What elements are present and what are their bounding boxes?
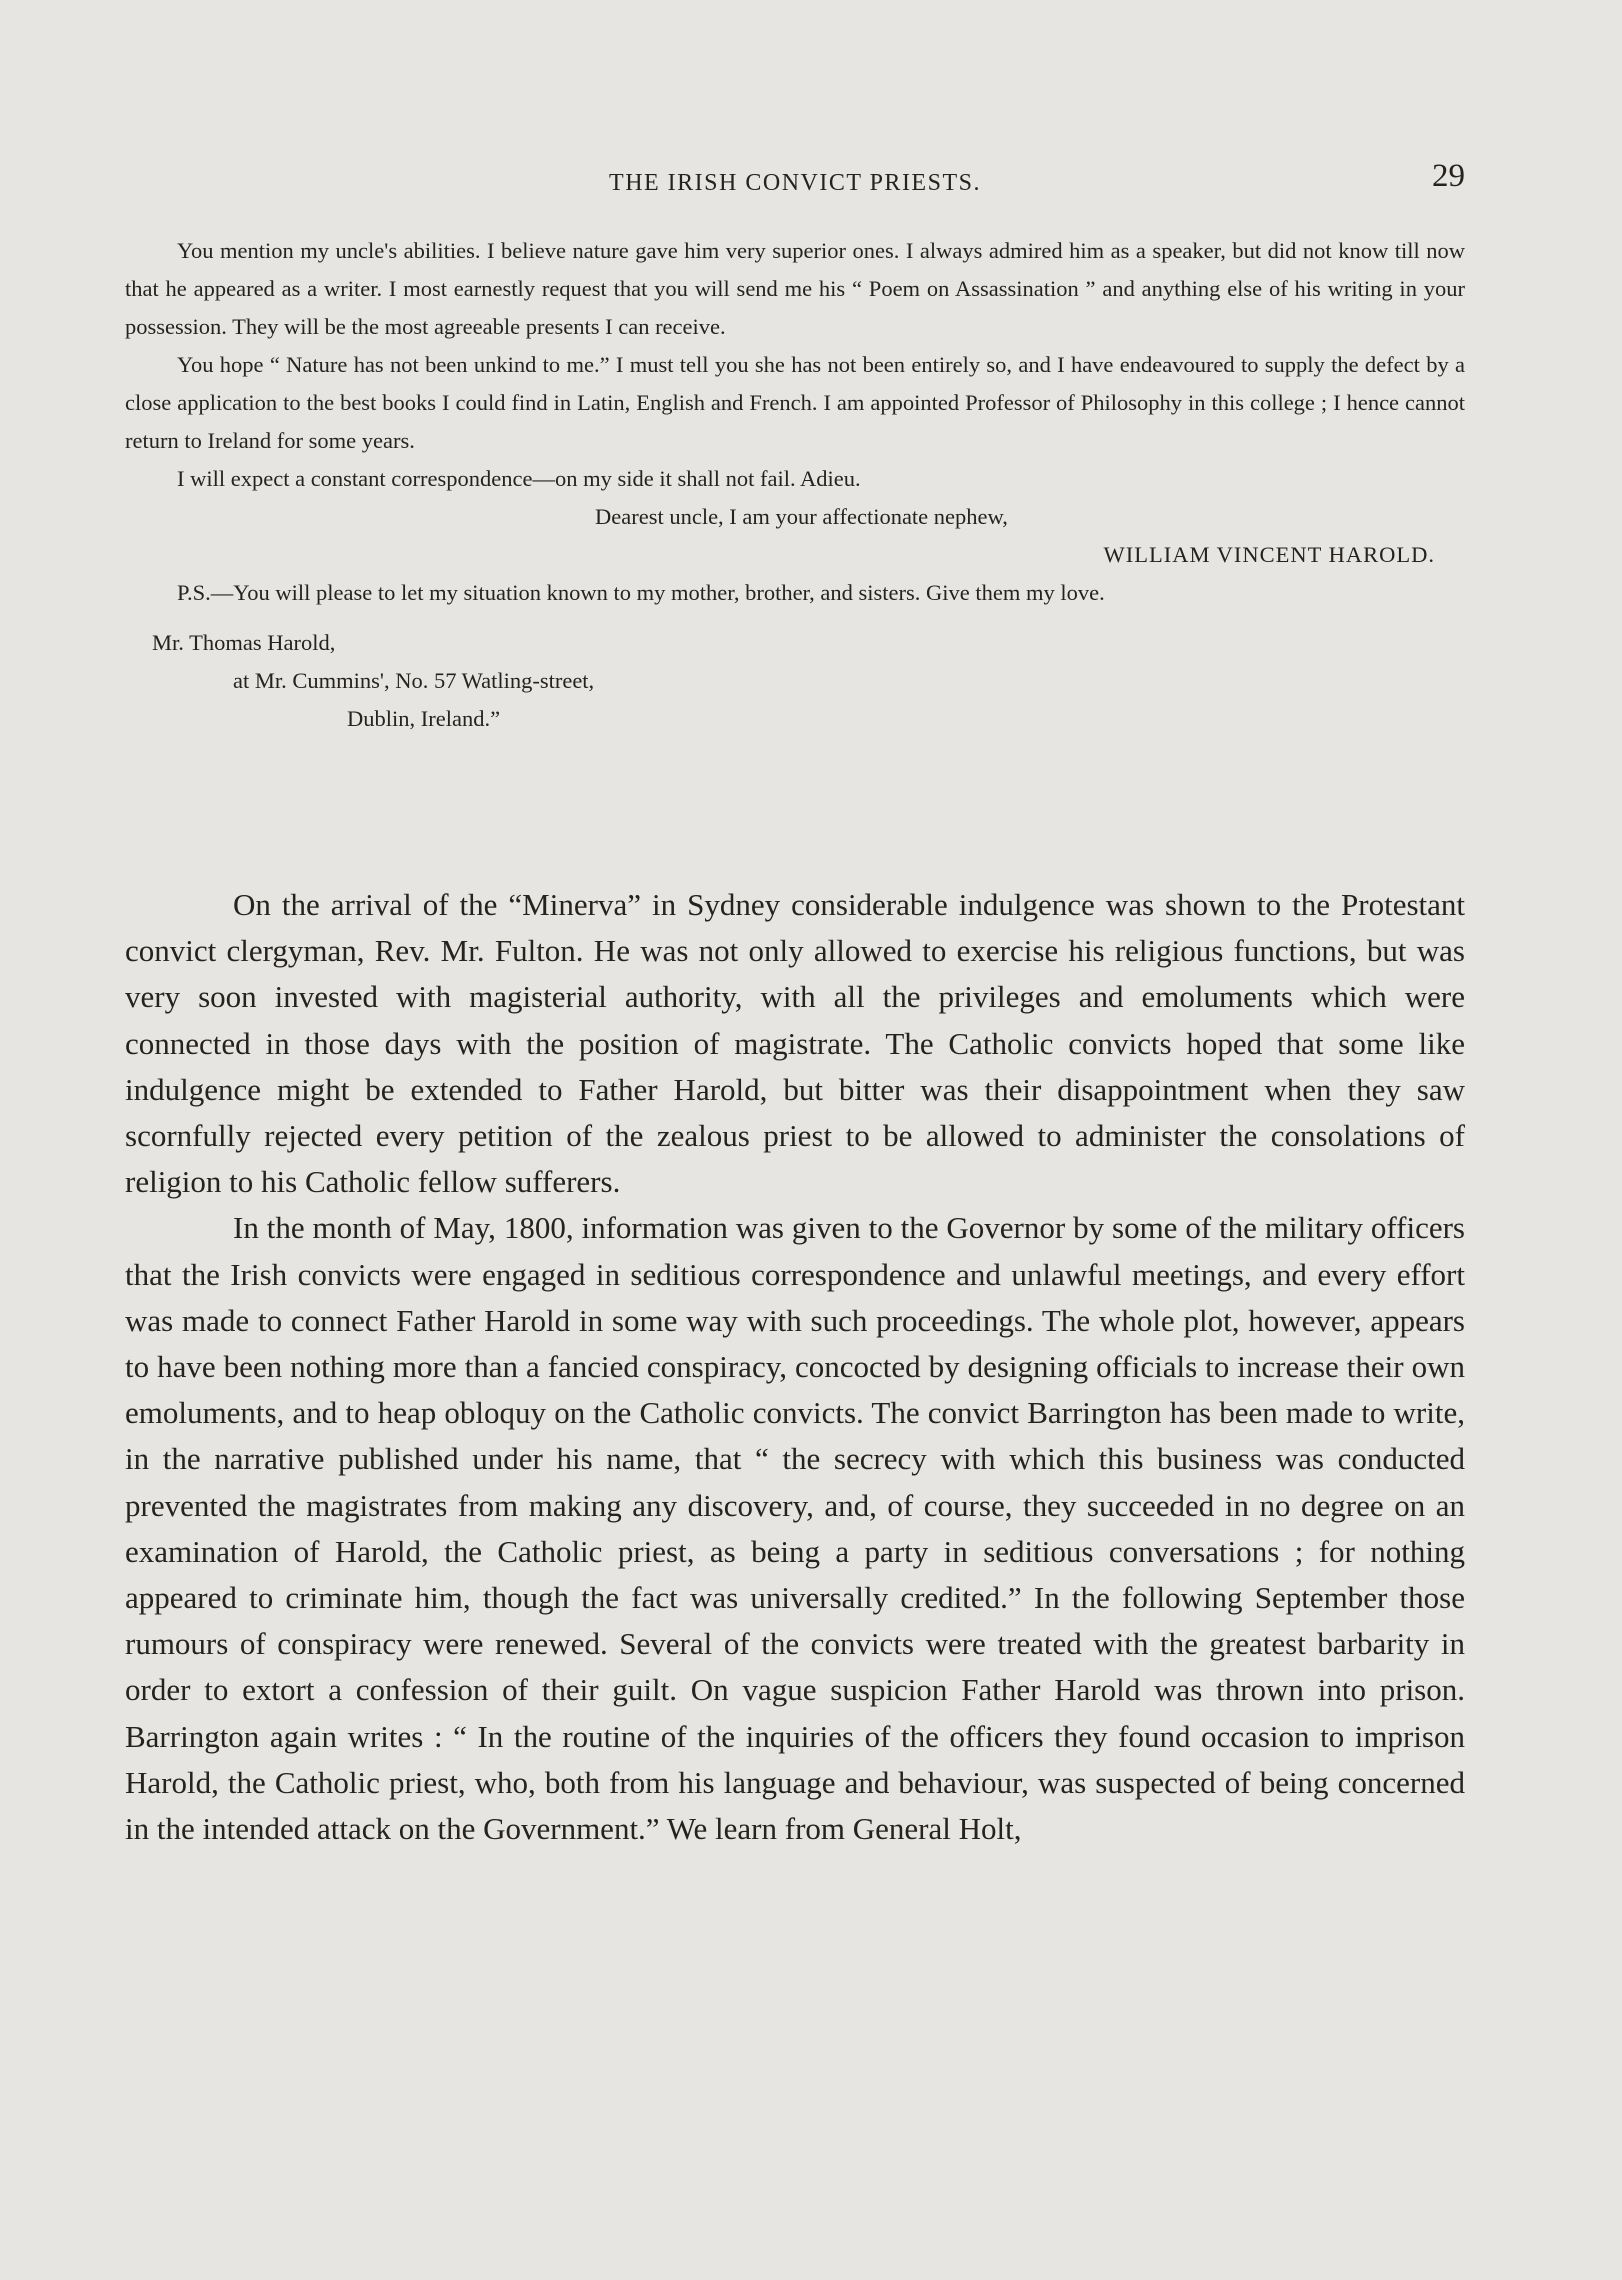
letter-paragraph: I will expect a constant correspondence—on my side it shall not fail. Adieu. (177, 466, 861, 491)
letter-paragraph: You mention my uncle's abilities. I believe nature gave him very superior ones. I always admired him as a speaker, but did not know till now that he appeared as a writer. I most earnestly request that you will send me his “ Poem on Assassination ” and anything else of his writing in your possession. They will be the most agreeable presents I can receive. (125, 238, 1465, 339)
quoted-letter (125, 232, 1465, 738)
letter-address (125, 624, 1465, 738)
running-title: THE IRISH CONVICT PRIESTS. (609, 170, 981, 196)
running-head (125, 158, 1465, 206)
letter-paragraph: You hope “ Nature has not been unkind to me.” I must tell you she has not been entirely so, and I have endeavoured to supply the defect by a close application to the best books I could find in Latin, English and French. I am appointed Professor of Philosophy in this college ; I hence cannot return to Ireland for some years. (125, 352, 1465, 453)
address-line: Mr. Thomas Harold, (152, 630, 336, 655)
body-paragraph: On the arrival of the “Minerva” in Sydney considerable indulgence was shown to the Protestant convict clergyman, Rev. Mr. Fulton. He was not only allowed to exercise his religious functions, but was very soon invested with magisterial authority, with all the privileges and emoluments which were connected in those days with the position of magistrate. The Catholic convicts hoped that some like indulgence might be extended to Father Harold, but bitter was their disappointment when they saw scornfully rejected every petition of the zealous priest to be allowed to administer the consolations of religion to his Catholic fellow sufferers. (125, 887, 1465, 1200)
address-line: Dublin, Ireland.” (347, 706, 501, 731)
letter-closing: Dearest uncle, I am your affectionate nephew, (595, 504, 1008, 529)
letter-postscript: P.S.—You will please to let my situation known to my mother, brother, and sisters. Give them my love. (177, 580, 1105, 605)
main-text (125, 882, 1465, 1852)
page-number: 29 (1432, 158, 1465, 194)
address-line: at Mr. Cummins', No. 57 Watling-street, (233, 668, 595, 693)
letter-signature: WILLIAM VINCENT HAROLD. (1103, 542, 1435, 567)
body-paragraph: In the month of May, 1800, information was given to the Governor by some of the military officers that the Irish convicts were engaged in seditious correspondence and unlawful meetings, and every effort was made to connect Father Harold in some way with such proceedings. The whole plot, however, appears to have been nothing more than a fancied conspiracy, concocted by designing officials to increase their own emoluments, and to heap obloquy on the Catholic convicts. The convict Barrington has been made to write, in the narrative published under his name, that “ the secrecy with which this business was conducted prevented the magistrates from making any discovery, and, of course, they succeeded in no degree on an examination of Harold, the Catholic priest, as being a party in seditious conversations ; for nothing appeared to criminate him, though the fact was universally credited.” In the following September those rumours of conspiracy were renewed. Several of the convicts were treated with the greatest barbarity in order to extort a confession of their guilt. On vague suspicion Father Harold was thrown into prison. Barrington again writes : “ In the routine of the inquiries of the officers they found occasion to imprison Harold, the Catholic priest, who, both from his language and behaviour, was suspected of being concerned in the intended attack on the Government.” We learn from General Holt, (125, 1210, 1465, 1847)
